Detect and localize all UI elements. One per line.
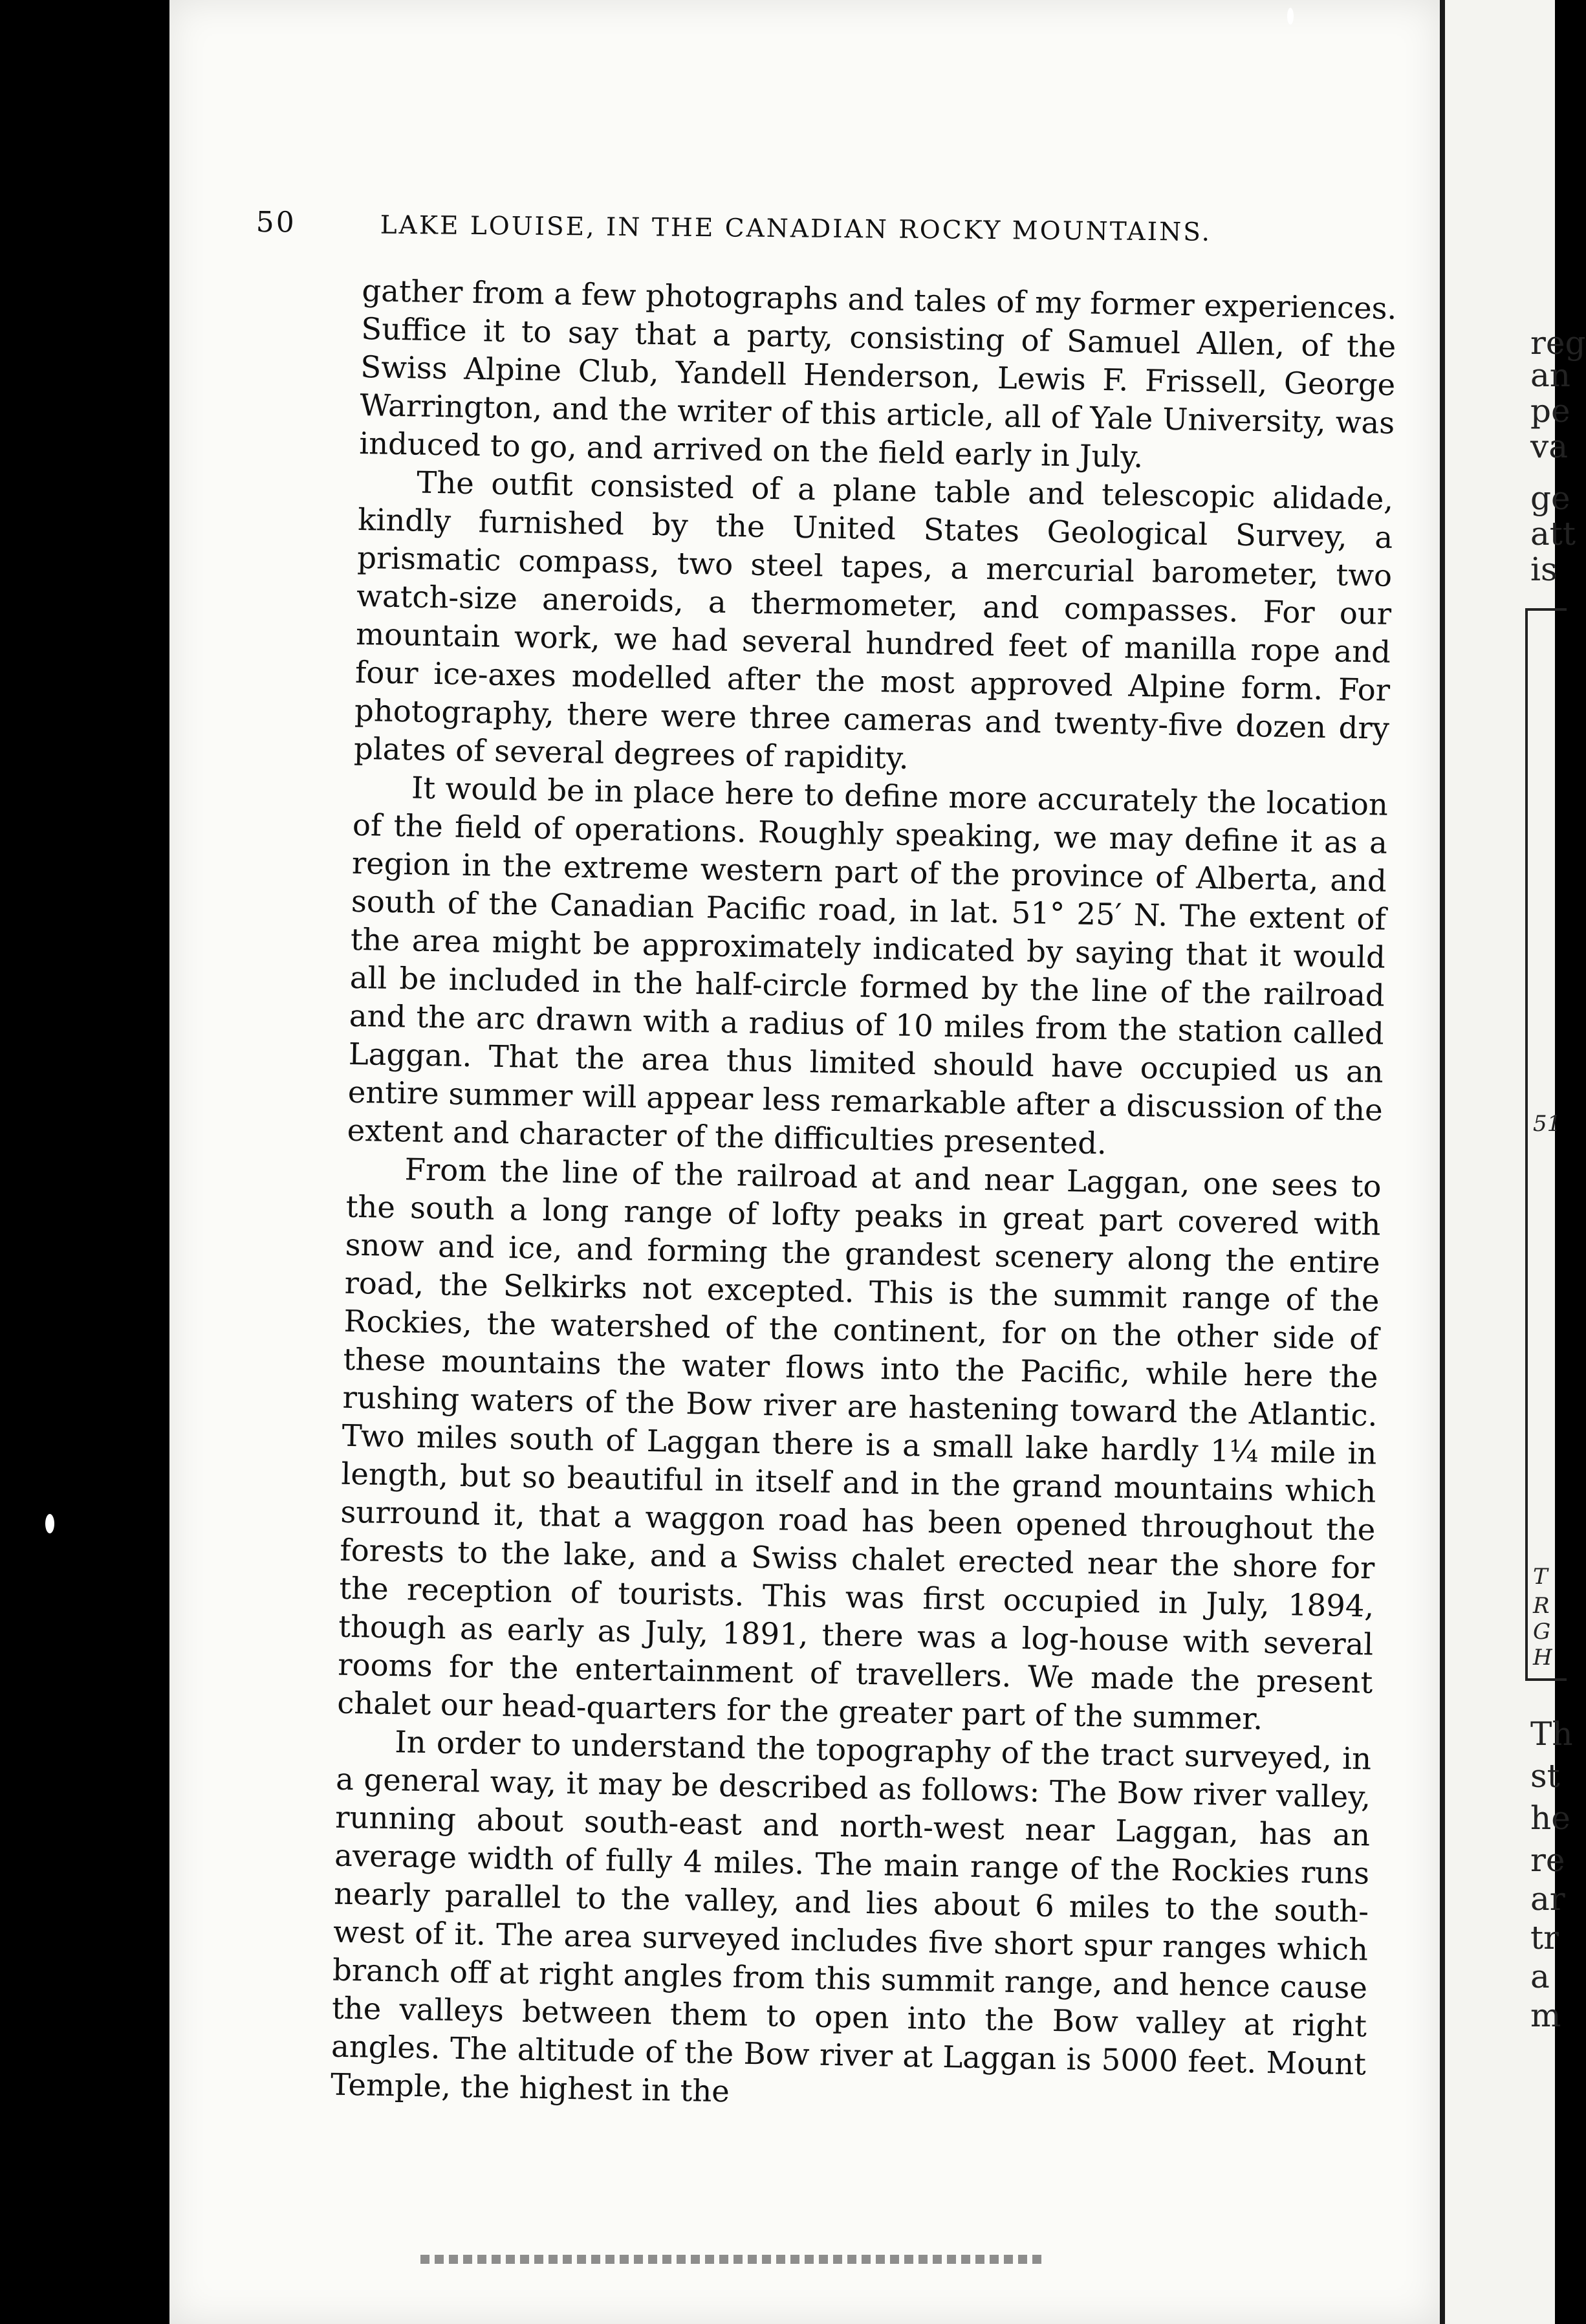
- fragment-text: re: [1530, 1841, 1565, 1879]
- paragraph-2: The outfit consisted of a plane table and telescopic alidade, kindly furnished by the United States Geological Survey, a prismatic compass, two steel tapes, a mercurial barometer, two watch-size aneroids, a thermometer, and compasses. For our mountain work, we had several hundred feet of manilla rope and four ice-axes modelled after the most approved Alpine form. For photography, there were three cameras and twenty-five dozen dry plates of several degrees of rapidity.: [353, 465, 1394, 776]
- body-text: [331, 272, 1397, 2121]
- fragment-text: pe: [1530, 392, 1570, 430]
- fragment-text: va: [1530, 428, 1569, 465]
- fragment-text: is: [1530, 551, 1558, 588]
- fragment-text: reg: [1530, 324, 1586, 362]
- paragraph-3: It would be in place here to define more accurately the location of the field of operations. Roughly speaking, we may define it as a region in the extreme western part of the province of Alberta, and south of the Canadian Pacific road, in lat. 51° 25′ N. The extent of the area might be approximately indicated by saying that it would all be included in the half-circle formed by the line of the railroad and the arc drawn with a radius of 10 miles from the station called Laggan. That the area thus limited should have occupied us an entire summer will appear less remarkable after a discussion of the extent and character of the difficulties presented.: [347, 770, 1389, 1161]
- paragraph-5: In order to understand the topography of the tract surveyed, in a general way, it may be described as follows: The Bow river valley, running about south-east and north-west near Laggan, has an average width of fully 4 miles. The main range of the Rockies runs nearly parallel to the valley, and lies about 6 miles to the south-west of it. The area surveyed includes five short spur ranges which branch off at right angles from this summit range, and hence cause the valleys between them to open into the Bow valley at right angles. The altitude of the Bow river at Laggan is 5000 feet. Mount Temple, the highest in the: [330, 1724, 1372, 2109]
- map-legend-letter: T: [1533, 1564, 1548, 1590]
- chapter-title: LAKE LOUISE, IN THE CANADIAN ROCKY MOUNTAINS.: [380, 210, 1212, 247]
- fragment-text: ge: [1530, 479, 1570, 517]
- paragraph-4: From the line of the railroad at and near Laggan, one sees to the south a long range of lofty peaks in great part covered with snow and ice, and forming the grandest scenery along the entire road, the Selkirks not excepted. This is the summit range of the Rockies, the watershed of the continent, for on the other side of these mountains the water flows into the Pacific, while here the rushing waters of the Bow river are hastening toward the Atlantic. Two miles south of Laggan there is a small lake hardly 1¼ mile in length, but so beautiful in itself and in the grand mountains which surround it, that a waggon road has been opened throughout the forests to the lake, and a Swiss chalet erected near the shore for the reception of tourists. This was first occupied in July, 1894, though as early as July, 1891, there was a log-house with several rooms for the entertainment of travellers. We made the present chalet our head-quarters for the greater part of the summer.: [336, 1152, 1382, 1737]
- fragment-text: Th: [1530, 1715, 1573, 1753]
- map-legend-letter: R: [1533, 1593, 1550, 1619]
- fragment-text: tr: [1530, 1919, 1559, 1957]
- fragment-text: att: [1530, 515, 1576, 553]
- adjacent-page-edge: [1440, 0, 1586, 2324]
- page-number: 50: [255, 206, 296, 239]
- fragment-text: 51: [1533, 1111, 1561, 1137]
- map-frame: [1525, 608, 1567, 1681]
- fragment-text: he: [1530, 1799, 1570, 1837]
- scan-speck: [45, 1514, 54, 1533]
- paragraph-1: gather from a few photographs and tales of my former experiences. Suffice it to say that a party, consisting of Samuel Allen, of the Swiss Alpine Club, Yandell Henderson, Lewis F. Frissell, George Warrington, and the writer of this article, all of Yale University, was induced to go, and arrived on the field early in July.: [358, 272, 1397, 475]
- fragment-text: m: [1530, 1997, 1561, 2034]
- fragment-text: ar: [1530, 1880, 1565, 1918]
- fragment-text: st: [1530, 1757, 1560, 1795]
- map-legend-letter: G: [1533, 1619, 1551, 1645]
- map-legend-letter: H: [1533, 1645, 1552, 1671]
- scan-speck: [1287, 8, 1294, 25]
- fragment-text: a: [1530, 1958, 1550, 1995]
- fragment-text: an: [1530, 356, 1571, 394]
- scan-artifact: [420, 2255, 1041, 2264]
